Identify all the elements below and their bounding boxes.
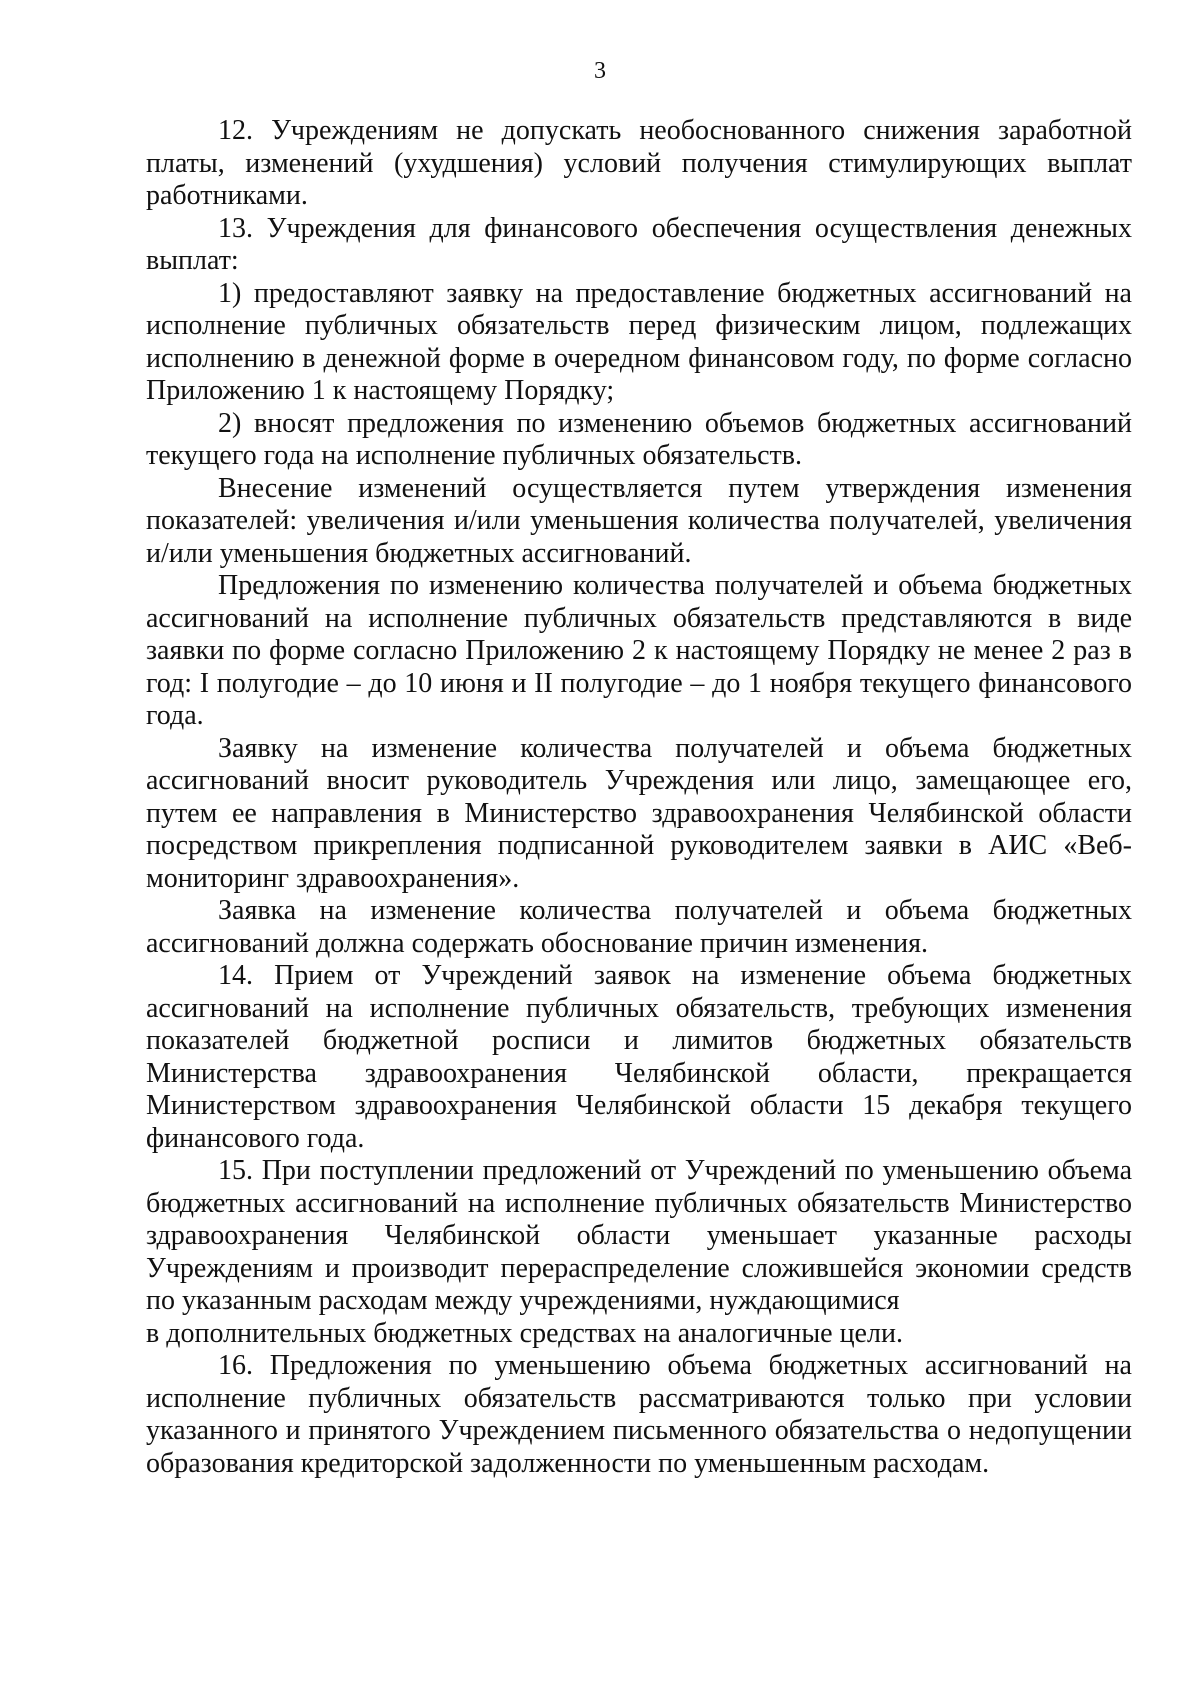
- paragraph-proposals: Предложения по изменению количества получателей и объема бюджетных ассигнований на исполнение публичных обязательств представляются в виде заявки по форме согласно Приложению 2 к настоящему Порядку не менее 2 раз в год: I полугодие – до 10 июня и II полугодие – до 1 ноября текущего финансового года.: [146, 570, 1132, 731]
- paragraph-14: 14. Прием от Учреждений заявок на изменение объема бюджетных ассигнований на исполнение публичных обязательств, требующих изменения показателей бюджетной росписи и лимитов бюджетных обязательств Министерства здравоохранения Челябинской области, прекращается Министерством здравоохранения Челябинской области 15 декабря текущего финансового года.: [146, 960, 1132, 1154]
- page-number: 3: [594, 58, 606, 84]
- paragraph-15: 15. При поступлении предложений от Учреждений по уменьшению объема бюджетных ассигнований на исполнение публичных обязательств Министерство здравоохранения Челябинской области уменьшает указанные расходы Учреждениям и производит перераспределение сложившейся экономии средств по указанным расходам между учреждениями, нуждающимися: [146, 1155, 1132, 1316]
- paragraph-13-item-2: 2) вносят предложения по изменению объемов бюджетных ассигнований текущего года на исполнение публичных обязательств.: [146, 407, 1132, 471]
- paragraph-16: 16. Предложения по уменьшению объема бюджетных ассигнований на исполнение публичных обязательств рассматриваются только при условии указанного и принятого Учреждением письменного обязательства о недопущении образования кредиторской задолженности по уменьшенным расходам.: [146, 1350, 1132, 1479]
- paragraph-justification: Заявка на изменение количества получателей и объема бюджетных ассигнований должна содержать обоснование причин изменения.: [146, 895, 1132, 959]
- paragraph-12: 12. Учреждениям не допускать необоснованного снижения заработной платы, изменений (ухудшения) условий получения стимулирующих выплат работниками.: [146, 115, 1132, 211]
- document-body: [146, 115, 1132, 1480]
- paragraph-changes: Внесение изменений осуществляется путем утверждения изменения показателей: увеличения и/или уменьшения количества получателей, увеличения и/или уменьшения бюджетных ассигнований.: [146, 472, 1132, 569]
- paragraph-13: 13. Учреждения для финансового обеспечения осуществления денежных выплат:: [146, 212, 1132, 276]
- paragraph-application: Заявку на изменение количества получателей и объема бюджетных ассигнований вносит руководитель Учреждения или лицо, замещающее его, путем ее направления в Министерство здравоохранения Челябинской области посредством прикрепления подписанной руководителем заявки в АИС «Веб-мониторинг здравоохранения».: [146, 732, 1132, 894]
- paragraph-15-continuation: в дополнительных бюджетных средствах на аналогичные цели.: [146, 1317, 903, 1349]
- paragraph-13-item-1: 1) предоставляют заявку на предоставление бюджетных ассигнований на исполнение публичных обязательств перед физическим лицом, подлежащих исполнению в денежной форме в очередном финансовом году, по форме согласно Приложению 1 к настоящему Порядку;: [146, 277, 1132, 406]
